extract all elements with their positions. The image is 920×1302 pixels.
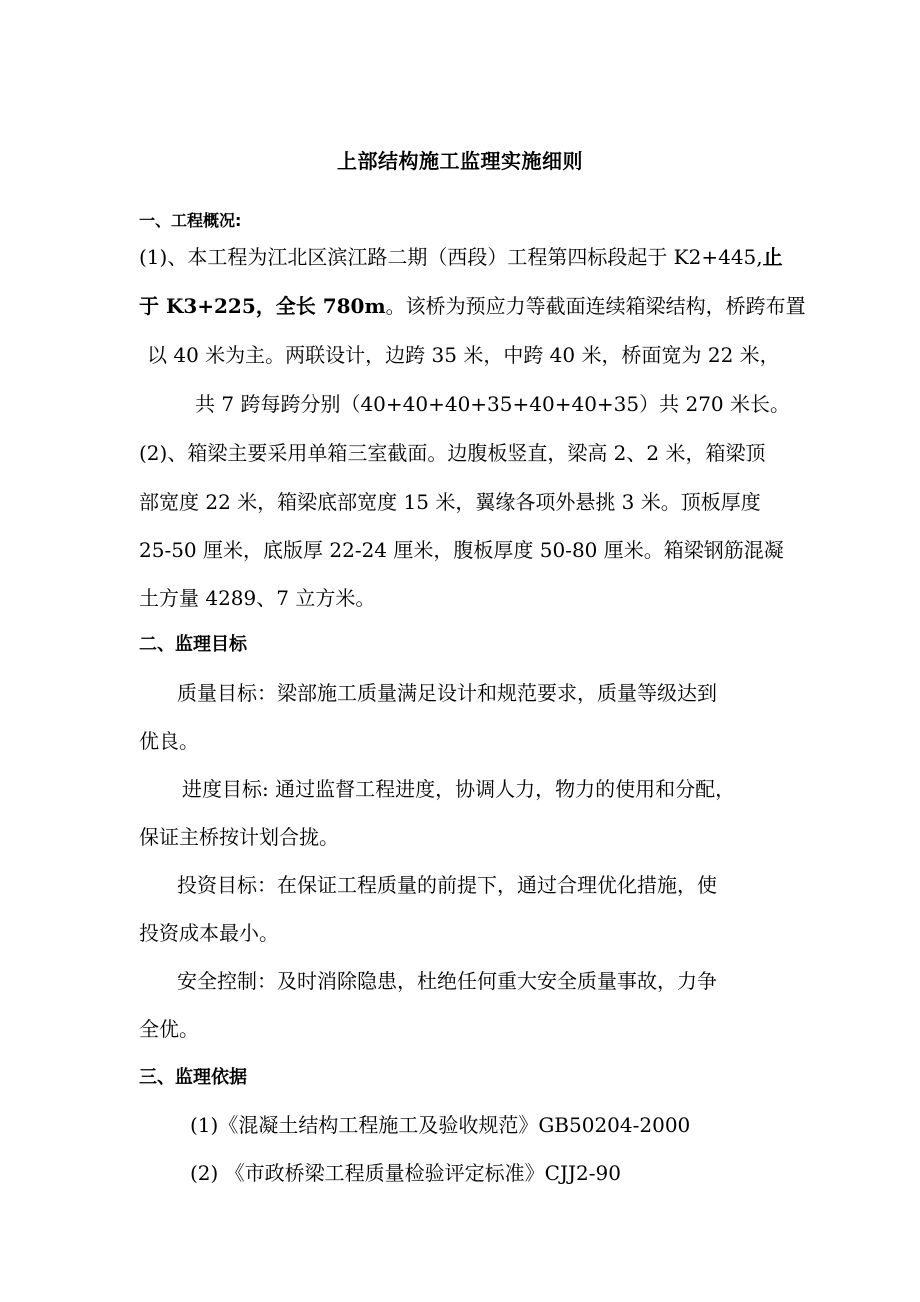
- text-segment-bold: 于 K3+225，全长 780m: [139, 294, 386, 318]
- text-segment: 。该桥为预应力等截面连续箱梁结构，桥跨布置: [385, 294, 806, 318]
- paragraph-line: 质量目标：梁部施工质量满足设计和规范要求，质量等级达到: [177, 681, 717, 705]
- paragraph-line: 以 40 米为主。两联设计，边跨 35 米，中跨 40 米，桥面宽为 22 米，: [147, 343, 780, 367]
- paragraph-line: 全优。: [139, 1017, 199, 1041]
- paragraph-line: 土方量 4289、7 立方米。: [139, 586, 376, 610]
- paragraph-line: 保证主桥按计划合拢。: [139, 825, 339, 849]
- paragraph-line: [139, 294, 806, 318]
- section-heading-goals: 二、监理目标: [139, 634, 247, 655]
- paragraph-line: 共 7 跨每跨分别（40+40+40+35+40+40+35）共 270 米长。: [195, 392, 791, 416]
- paragraph-line: 部宽度 22 米，箱梁底部宽度 15 米，翼缘各项外悬挑 3 米。顶板厚度: [139, 490, 761, 514]
- list-item: (2) 《市政桥梁工程质量检验评定标准》CJJ2-90: [190, 1161, 621, 1185]
- paragraph-line: [139, 245, 783, 269]
- text-segment-bold: 止: [762, 245, 783, 269]
- paragraph-line: 优良。: [139, 729, 199, 753]
- section-heading-overview: 一、工程概况:: [139, 211, 242, 230]
- paragraph-line: 25-50 厘米，底版厚 22-24 厘米，腹板厚度 50-80 厘米。箱梁钢筋混凝: [139, 538, 784, 562]
- section-heading-basis: 三、监理依据: [139, 1067, 247, 1088]
- text-segment: (1)、本工程为江北区滨江路二期（西段）工程第四标段起于 K2+445,: [139, 245, 763, 269]
- paragraph-line: 进度目标: 通过监督工程进度，协调人力，物力的使用和分配，: [182, 777, 736, 801]
- paragraph-line: 投资成本最小。: [139, 921, 279, 945]
- document-title: 上部结构施工监理实施细则: [337, 149, 583, 173]
- paragraph-line: 安全控制：及时消除隐患，杜绝任何重大安全质量事故，力争: [177, 969, 717, 993]
- paragraph-line: (2)、箱梁主要采用单箱三室截面。边腹板竖直，梁高 2、2 米，箱梁顶: [139, 441, 766, 465]
- list-item: (1)《混凝土结构工程施工及验收规范》GB50204-2000: [190, 1113, 691, 1137]
- paragraph-line: 投资目标：在保证工程质量的前提下，通过合理优化措施，使: [177, 873, 717, 897]
